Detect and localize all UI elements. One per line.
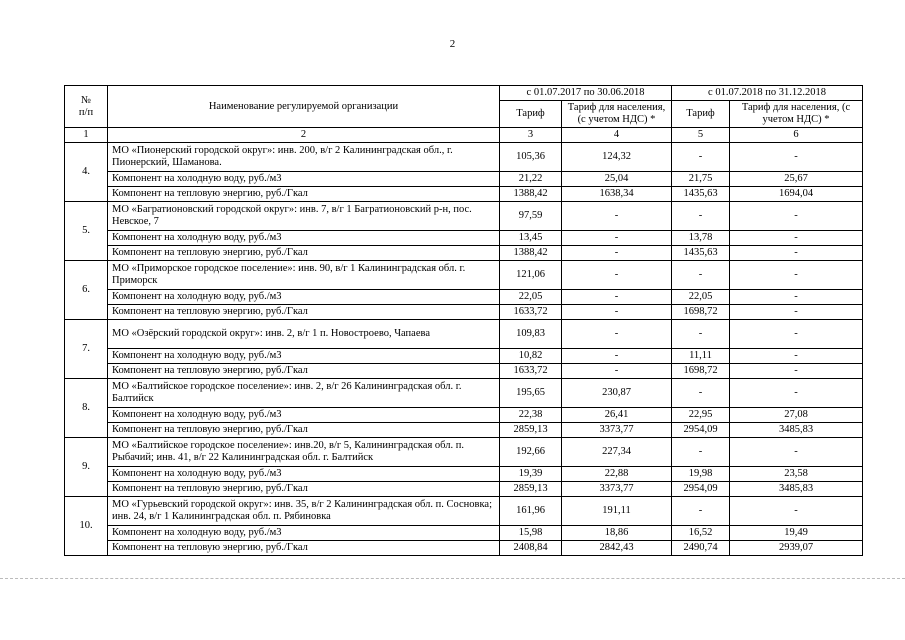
tariff-cell: 13,78 [672, 231, 730, 246]
tariff-population-cell: - [562, 320, 672, 349]
tariff-cell: 161,96 [500, 497, 562, 526]
tariff-cell: 19,39 [500, 467, 562, 482]
tariff-cell: 2859,13 [500, 423, 562, 438]
tariff-population-cell: 124,32 [562, 143, 672, 172]
tariff-cell: 121,06 [500, 261, 562, 290]
tariff-population-cell: - [730, 349, 863, 364]
tariff-population-cell: - [562, 290, 672, 305]
page-number: 2 [449, 38, 456, 50]
tariff-cell: 97,59 [500, 202, 562, 231]
tariff-population-cell: 26,41 [562, 408, 672, 423]
tariff-cell: - [672, 143, 730, 172]
tariff-table [64, 85, 863, 556]
tariff-cell: 1698,72 [672, 364, 730, 379]
organization-name: МО «Балтийское городское поселение»: инв. 2, в/г 26 Калининградская обл. г. Балтийск [108, 379, 500, 408]
heat-energy-component-label: Компонент на тепловую энергию, руб./Гкал [108, 482, 500, 497]
tariff-cell: 2408,84 [500, 541, 562, 556]
tariff-cell: 1435,63 [672, 187, 730, 202]
tariff-cell: 11,11 [672, 349, 730, 364]
tariff-cell: 19,98 [672, 467, 730, 482]
table-row [65, 541, 863, 556]
table-row [65, 231, 863, 246]
organization-name: МО «Пионерский городской округ»: инв. 200, в/г 2 Калининградская обл., г. Пионерский, Шаманова. [108, 143, 500, 172]
tariff-cell: 2859,13 [500, 482, 562, 497]
table-row [65, 202, 863, 231]
cold-water-component-label: Компонент на холодную воду, руб./м3 [108, 467, 500, 482]
col-num-3: 3 [500, 128, 562, 143]
table-row [65, 320, 863, 349]
tariff-cell: 22,05 [500, 290, 562, 305]
table-row [65, 187, 863, 202]
header-no: № п/п [65, 86, 108, 128]
row-number: 9. [65, 438, 108, 497]
tariff-population-cell: 27,08 [730, 408, 863, 423]
tariff-cell: 1633,72 [500, 364, 562, 379]
heat-energy-component-label: Компонент на тепловую энергию, руб./Гкал [108, 187, 500, 202]
tariff-population-cell: - [562, 364, 672, 379]
row-number: 5. [65, 202, 108, 261]
cold-water-component-label: Компонент на холодную воду, руб./м3 [108, 231, 500, 246]
row-number: 6. [65, 261, 108, 320]
header-tariff-1: Тариф [500, 101, 562, 128]
tariff-cell: 1435,63 [672, 246, 730, 261]
tariff-population-cell: 19,49 [730, 526, 863, 541]
col-num-1: 1 [65, 128, 108, 143]
tariff-population-cell: - [730, 261, 863, 290]
header-period-1: с 01.07.2017 по 30.06.2018 [500, 86, 672, 101]
heat-energy-component-label: Компонент на тепловую энергию, руб./Гкал [108, 423, 500, 438]
tariff-population-cell: 3485,83 [730, 423, 863, 438]
tariff-cell: 21,75 [672, 172, 730, 187]
table-row [65, 526, 863, 541]
organization-name: МО «Багратионовский городской округ»: инв. 7, в/г 1 Багратионовский р-н, пос. Невское, 7 [108, 202, 500, 231]
tariff-population-cell: 227,34 [562, 438, 672, 467]
tariff-cell: - [672, 438, 730, 467]
tariff-cell: 21,22 [500, 172, 562, 187]
tariff-cell: 192,66 [500, 438, 562, 467]
table-row [65, 423, 863, 438]
col-num-2: 2 [108, 128, 500, 143]
heat-energy-component-label: Компонент на тепловую энергию, руб./Гкал [108, 541, 500, 556]
tariff-population-cell: 18,86 [562, 526, 672, 541]
cold-water-component-label: Компонент на холодную воду, руб./м3 [108, 172, 500, 187]
tariff-population-cell: 25,67 [730, 172, 863, 187]
table-row [65, 172, 863, 187]
table-row [65, 349, 863, 364]
tariff-population-cell: - [730, 202, 863, 231]
table-row [65, 408, 863, 423]
tariff-population-cell: 230,87 [562, 379, 672, 408]
tariff-population-cell: - [730, 379, 863, 408]
cold-water-component-label: Компонент на холодную воду, руб./м3 [108, 349, 500, 364]
tariff-population-cell: - [730, 305, 863, 320]
row-number: 10. [65, 497, 108, 556]
tariff-cell: 22,95 [672, 408, 730, 423]
tariff-cell: 13,45 [500, 231, 562, 246]
header-name: Наименование регулируемой организации [108, 86, 500, 128]
cold-water-component-label: Компонент на холодную воду, руб./м3 [108, 526, 500, 541]
tariff-population-cell: 191,11 [562, 497, 672, 526]
tariff-population-cell: - [562, 202, 672, 231]
tariff-cell: 1633,72 [500, 305, 562, 320]
tariff-population-cell: 1638,34 [562, 187, 672, 202]
tariff-cell: - [672, 497, 730, 526]
organization-name: МО «Озёрский городской округ»: инв. 2, в/г 1 п. Новостроево, Чапаева [108, 320, 500, 349]
tariff-population-cell: 2842,43 [562, 541, 672, 556]
tariff-cell: 105,36 [500, 143, 562, 172]
table-row [65, 305, 863, 320]
tariff-population-cell: 2939,07 [730, 541, 863, 556]
col-num-5: 5 [672, 128, 730, 143]
tariff-cell: - [672, 261, 730, 290]
tariff-cell: 2954,09 [672, 482, 730, 497]
organization-name: МО «Гурьевский городской округ»: инв. 35, в/г 2 Калининградская обл. п. Сосновка; инв. 24, в/г 1 Калининградская обл. п. Рябиновка [108, 497, 500, 526]
table-row [65, 467, 863, 482]
tariff-cell: - [672, 320, 730, 349]
tariff-population-cell: 25,04 [562, 172, 672, 187]
tariff-cell: 16,52 [672, 526, 730, 541]
cold-water-component-label: Компонент на холодную воду, руб./м3 [108, 408, 500, 423]
tariff-cell: 10,82 [500, 349, 562, 364]
tariff-population-cell: 23,58 [730, 467, 863, 482]
table-row [65, 364, 863, 379]
row-number: 4. [65, 143, 108, 202]
heat-energy-component-label: Компонент на тепловую энергию, руб./Гкал [108, 364, 500, 379]
table-row [65, 143, 863, 172]
tariff-population-cell: - [730, 231, 863, 246]
tariff-cell: 22,38 [500, 408, 562, 423]
tariff-population-cell: - [562, 261, 672, 290]
tariff-population-cell: 3373,77 [562, 482, 672, 497]
tariff-population-cell: - [562, 231, 672, 246]
tariff-population-cell: - [730, 320, 863, 349]
tariff-cell: 2954,09 [672, 423, 730, 438]
tariff-population-cell: - [730, 290, 863, 305]
scan-artifact-line [0, 578, 905, 580]
tariff-population-cell: - [562, 246, 672, 261]
row-number: 7. [65, 320, 108, 379]
table-row [65, 438, 863, 467]
tariff-population-cell: - [562, 305, 672, 320]
header-tariff-pop-1: Тариф для населения, (с учетом НДС) * [562, 101, 672, 128]
organization-name: МО «Балтийское городское поселение»: инв.20, в/г 5, Калининградская обл. п. Рыбачий; инв. 41, в/г 22 Калининградская обл. г. Балтийск [108, 438, 500, 467]
tariff-cell: 1388,42 [500, 187, 562, 202]
tariff-population-cell: - [730, 246, 863, 261]
tariff-cell: 1698,72 [672, 305, 730, 320]
tariff-cell: - [672, 379, 730, 408]
tariff-cell: 1388,42 [500, 246, 562, 261]
tariff-cell: - [672, 202, 730, 231]
tariff-population-cell: - [730, 497, 863, 526]
cold-water-component-label: Компонент на холодную воду, руб./м3 [108, 290, 500, 305]
header-tariff-2: Тариф [672, 101, 730, 128]
table-row [65, 497, 863, 526]
tariff-population-cell: - [562, 349, 672, 364]
table-row [65, 482, 863, 497]
header-period-2: с 01.07.2018 по 31.12.2018 [672, 86, 863, 101]
table-row [65, 379, 863, 408]
tariff-cell: 22,05 [672, 290, 730, 305]
organization-name: МО «Приморское городское поселение»: инв. 90, в/г 1 Калининградская обл. г. Приморск [108, 261, 500, 290]
row-number: 8. [65, 379, 108, 438]
tariff-population-cell: 3373,77 [562, 423, 672, 438]
col-num-4: 4 [562, 128, 672, 143]
table-row [65, 261, 863, 290]
tariff-population-cell: - [730, 438, 863, 467]
tariff-cell: 2490,74 [672, 541, 730, 556]
tariff-population-cell: 1694,04 [730, 187, 863, 202]
tariff-population-cell: - [730, 364, 863, 379]
tariff-cell: 195,65 [500, 379, 562, 408]
heat-energy-component-label: Компонент на тепловую энергию, руб./Гкал [108, 305, 500, 320]
tariff-cell: 109,83 [500, 320, 562, 349]
tariff-cell: 15,98 [500, 526, 562, 541]
table-row [65, 290, 863, 305]
table-row [65, 246, 863, 261]
header-tariff-pop-2: Тариф для населения, (с учетом НДС) * [730, 101, 863, 128]
heat-energy-component-label: Компонент на тепловую энергию, руб./Гкал [108, 246, 500, 261]
tariff-population-cell: - [730, 143, 863, 172]
tariff-population-cell: 22,88 [562, 467, 672, 482]
tariff-population-cell: 3485,83 [730, 482, 863, 497]
col-num-6: 6 [730, 128, 863, 143]
